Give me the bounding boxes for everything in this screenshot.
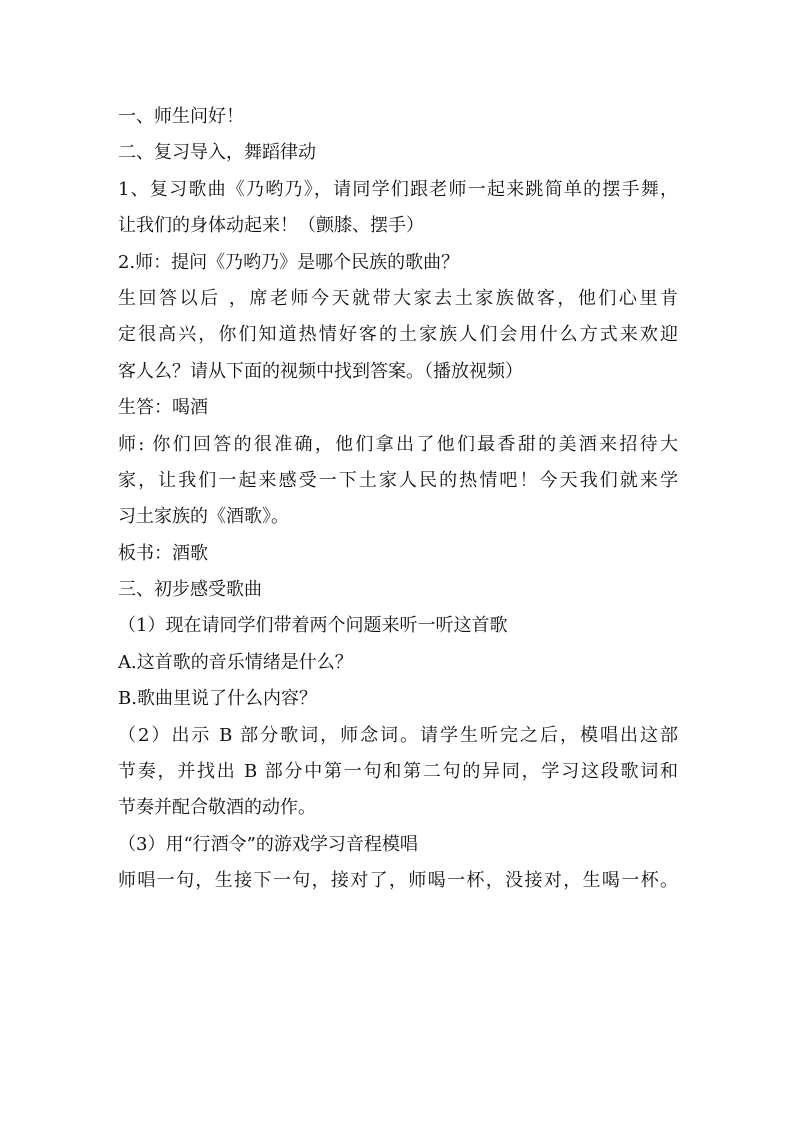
blackboard-note: 板书：酒歌 xyxy=(118,542,208,564)
paragraph-line: 2.师：提问《乃哟乃》是哪个民族的歌曲？ xyxy=(118,251,460,273)
lesson-plan-body xyxy=(118,99,678,900)
paragraph-line: 家，让我们一起来感受一下土家人民的热情吧！今天我们就来学 xyxy=(118,469,678,491)
paragraph-line: 生回答以后 ，席老师今天就带大家去土家族做客，他们心里肯 xyxy=(118,287,678,309)
paragraph-line: 师: 你们回答的很准确，他们拿出了他们最香甜的美酒来招待大 xyxy=(118,433,678,455)
paragraph-line: 生答：喝酒 xyxy=(118,397,208,419)
heading-review-intro: 二、复习导入，舞蹈律动 xyxy=(118,142,316,164)
paragraph-line: 让我们的身体动起来！（颤膝、摆手） xyxy=(118,215,424,237)
paragraph-line: 客人么？请从下面的视频中找到答案。（播放视频） xyxy=(118,360,523,382)
paragraph-line: 节奏，并找出 B 部分中第一句和第二句的异同，学习这段歌词和 xyxy=(118,761,678,783)
heading-first-listening: 三、初步感受歌曲 xyxy=(118,579,262,601)
paragraph-line: （1）现在请同学们带着两个问题来听一听这首歌 xyxy=(118,615,508,637)
paragraph-line: （2）出示 B 部分歌词，师念词。请学生听完之后，模唱出这部 xyxy=(118,724,678,746)
heading-greeting: 一、师生问好！ xyxy=(118,106,244,127)
question-b: B.歌曲里说了什么内容？ xyxy=(118,688,317,710)
paragraph-line: （3）用“行酒令”的游戏学习音程模唱 xyxy=(118,833,418,855)
question-a: A.这首歌的音乐情绪是什么？ xyxy=(118,651,353,673)
paragraph-line: 1、复习歌曲《乃哟乃》，请同学们跟老师一起来跳简单的摆手舞， xyxy=(118,178,678,200)
paragraph-line: 节奏并配合敬酒的动作。 xyxy=(118,797,316,819)
paragraph-line: 师唱一句，生接下一句，接对了，师喝一杯，没接对，生喝一杯。 xyxy=(118,870,678,892)
paragraph-line: 习土家族的《酒歌》。 xyxy=(118,506,289,528)
paragraph-line: 定很高兴，你们知道热情好客的土家族人们会用什么方式来欢迎 xyxy=(118,324,678,346)
